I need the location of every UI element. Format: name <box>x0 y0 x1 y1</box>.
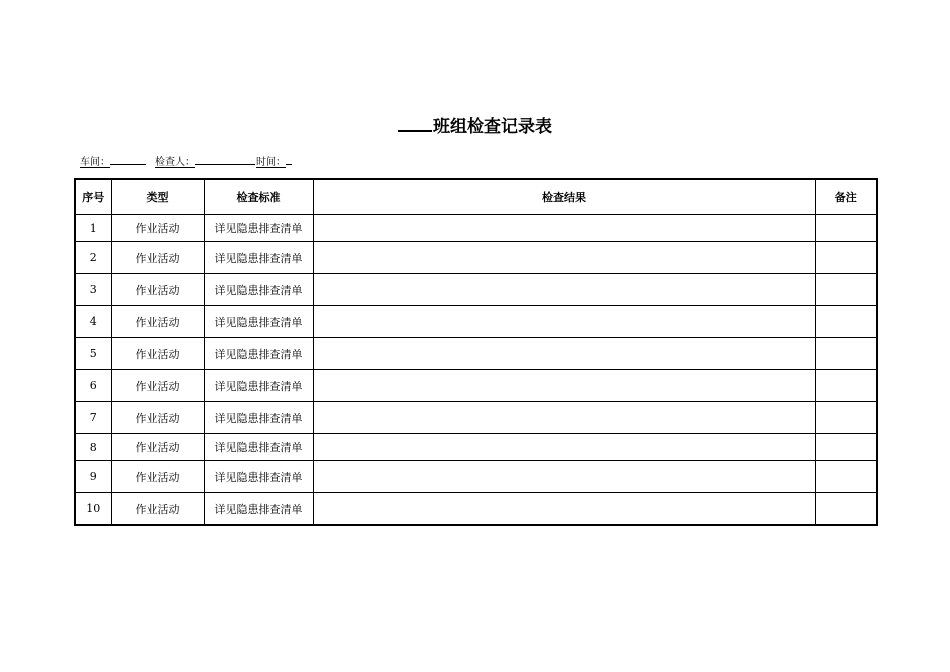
row-result-cell[interactable] <box>313 215 815 242</box>
row-no: 1 <box>75 215 111 242</box>
form-title-text: 班组检查记录表 <box>433 117 552 137</box>
inspector-field[interactable] <box>155 153 255 170</box>
row-remark-cell[interactable] <box>815 242 877 274</box>
header-remark: 备注 <box>815 179 877 215</box>
row-result-cell[interactable] <box>313 434 815 461</box>
row-type: 作业活动 <box>111 493 204 526</box>
row-no: 5 <box>75 338 111 370</box>
table-row <box>75 338 877 370</box>
row-remark-cell[interactable] <box>815 434 877 461</box>
row-type: 作业活动 <box>111 338 204 370</box>
header-type: 类型 <box>111 179 204 215</box>
row-result-cell[interactable] <box>313 461 815 493</box>
inspector-label: 检查人： <box>155 157 195 168</box>
row-standard: 详见隐患排查清单 <box>204 402 313 434</box>
row-no: 10 <box>75 493 111 526</box>
header-row <box>75 179 877 215</box>
row-remark-cell[interactable] <box>815 338 877 370</box>
row-no: 7 <box>75 402 111 434</box>
row-standard: 详见隐患排查清单 <box>204 274 313 306</box>
workshop-field[interactable] <box>80 153 146 170</box>
row-type: 作业活动 <box>111 306 204 338</box>
row-type: 作业活动 <box>111 461 204 493</box>
table-row <box>75 434 877 461</box>
row-no: 3 <box>75 274 111 306</box>
form-title <box>0 114 950 138</box>
row-standard: 详见隐患排查清单 <box>204 215 313 242</box>
row-type: 作业活动 <box>111 274 204 306</box>
row-remark-cell[interactable] <box>815 493 877 526</box>
row-remark-cell[interactable] <box>815 461 877 493</box>
row-standard: 详见隐患排查清单 <box>204 461 313 493</box>
row-result-cell[interactable] <box>313 242 815 274</box>
time-blank[interactable] <box>286 153 292 165</box>
row-no: 4 <box>75 306 111 338</box>
row-remark-cell[interactable] <box>815 306 877 338</box>
row-result-cell[interactable] <box>313 338 815 370</box>
row-type: 作业活动 <box>111 370 204 402</box>
table-row <box>75 402 877 434</box>
table-row <box>75 461 877 493</box>
row-no: 8 <box>75 434 111 461</box>
team-name-blank[interactable] <box>398 114 432 132</box>
time-field[interactable] <box>256 153 292 170</box>
row-type: 作业活动 <box>111 215 204 242</box>
time-label: 时间： <box>256 157 286 168</box>
table-row <box>75 215 877 242</box>
header-no: 序号 <box>75 179 111 215</box>
row-remark-cell[interactable] <box>815 370 877 402</box>
row-type: 作业活动 <box>111 402 204 434</box>
table-row <box>75 242 877 274</box>
inspection-table <box>74 178 878 526</box>
workshop-blank[interactable] <box>110 153 146 165</box>
header-standard: 检查标准 <box>204 179 313 215</box>
row-standard: 详见隐患排查清单 <box>204 306 313 338</box>
row-type: 作业活动 <box>111 434 204 461</box>
table-row <box>75 306 877 338</box>
row-remark-cell[interactable] <box>815 274 877 306</box>
row-result-cell[interactable] <box>313 370 815 402</box>
row-no: 9 <box>75 461 111 493</box>
row-result-cell[interactable] <box>313 306 815 338</box>
row-result-cell[interactable] <box>313 274 815 306</box>
row-remark-cell[interactable] <box>815 215 877 242</box>
row-standard: 详见隐患排查清单 <box>204 370 313 402</box>
row-result-cell[interactable] <box>313 402 815 434</box>
table-row <box>75 274 877 306</box>
row-result-cell[interactable] <box>313 493 815 526</box>
table-row <box>75 493 877 526</box>
row-standard: 详见隐患排查清单 <box>204 242 313 274</box>
workshop-label: 车间： <box>80 157 110 168</box>
header-result: 检查结果 <box>313 179 815 215</box>
row-standard: 详见隐患排查清单 <box>204 434 313 461</box>
row-standard: 详见隐患排查清单 <box>204 493 313 526</box>
table-row <box>75 370 877 402</box>
row-no: 2 <box>75 242 111 274</box>
row-no: 6 <box>75 370 111 402</box>
row-standard: 详见隐患排查清单 <box>204 338 313 370</box>
row-type: 作业活动 <box>111 242 204 274</box>
form-meta <box>80 153 340 167</box>
row-remark-cell[interactable] <box>815 402 877 434</box>
inspector-blank[interactable] <box>195 153 255 165</box>
